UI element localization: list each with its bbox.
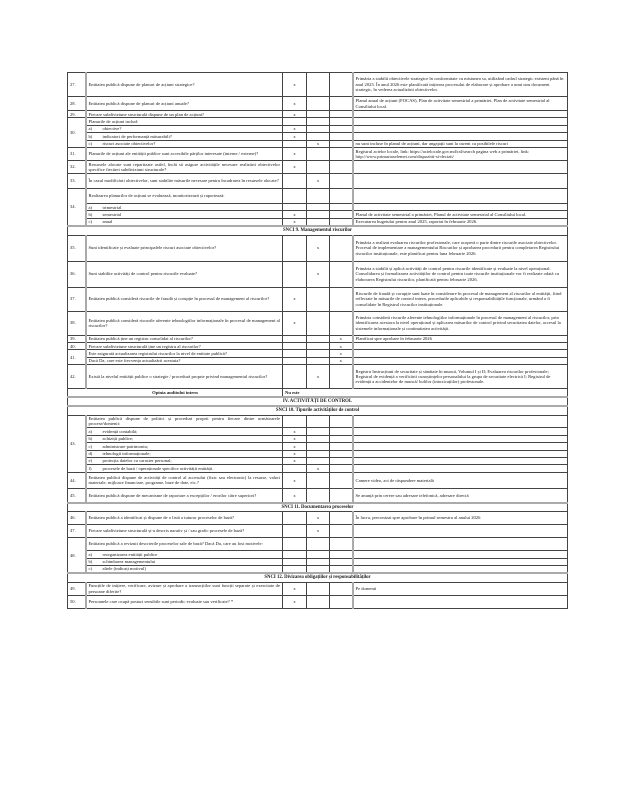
- answer-na: [330, 565, 353, 573]
- answer-yes: x: [283, 428, 307, 435]
- sub-question: c) riscuri asociate obiectivelor?: [86, 140, 283, 147]
- sub-question: a) obiective?: [86, 125, 283, 132]
- section-title: SNCI 11. Documentarea proceselor: [68, 503, 568, 512]
- answer-no: [307, 472, 330, 488]
- answer-na: [330, 148, 353, 161]
- table-row-36: [68, 261, 568, 287]
- answer-na: [330, 595, 353, 608]
- table-subrow: [68, 450, 568, 457]
- table-row-28: [68, 97, 568, 111]
- comment: Primăria a stabilit și aplică activități de control pentru riscurile identificate și evaluate la nivel operațional. Consolidarea și formalizarea activităților de control pentru toate riscurile instituționale vor fi realizate odată cu elaborarea Registrului riscurilor, planificată pentru februarie 2026.: [353, 261, 568, 287]
- comment: [353, 133, 568, 140]
- question-text: Entitatea publică a revizuit descrierile proceselor sale de bază? Dacă Da, care au fost motivele:: [86, 538, 283, 551]
- question-text: În cazul modificării obiectivelor, sunt stabilite măsurile necesare pentru încadrarea în resursele alocate?: [86, 174, 283, 189]
- sub-question: b) indicatori de performanță măsurabili?: [86, 133, 283, 140]
- answer-na: [330, 111, 353, 118]
- answer-no: [307, 218, 330, 226]
- row-number: 27.: [68, 73, 86, 97]
- question-text: Entitatea publică dispune de politici și proceduri proprii pentru fiecare dintre următoarele procese/domenii:: [86, 415, 283, 428]
- answer-yes: x: [283, 211, 307, 218]
- comment: Riscurile de fraudă și corupție sunt luate în considerare în procesul de management al riscurilor al entității, fiind reflectate în măsurile de control intern, procedurile aplicabile și responsabilitățile funcționale, urmând a fi consolidate în Registrul riscurilor instituționale.: [353, 287, 568, 311]
- sub-question: d) tehnologii informaționale;: [86, 450, 283, 457]
- answer-no: x: [307, 512, 330, 525]
- answer-no: [307, 582, 330, 595]
- row-number: 44.: [68, 472, 86, 488]
- question-text: Entitatea publică consideră riscurile de fraudă și corupție în procesul de management al riscurilor?: [86, 287, 283, 311]
- table-row-29: [68, 111, 568, 118]
- table-subrow: [68, 565, 568, 573]
- answer-na: [330, 435, 353, 442]
- internal-audit-opinion-row: [68, 389, 568, 397]
- section-header-snci-10: [68, 406, 568, 415]
- comment: Planul de activitate semestrial a primăriei, Planul de activitate semestrial al Consiliului local.: [353, 211, 568, 218]
- question-text: Entitatea publică dispune de activități de control al accesului (fizic sau electronic) la resurse, valori materiale, mijloace financiare, programe, baze de date, etc.?: [86, 472, 283, 488]
- section-header-snci-11: [68, 503, 568, 512]
- sub-question: c) altele (indicați motivul): [86, 565, 283, 573]
- answer-no: x: [307, 261, 330, 287]
- answer-yes: x: [283, 97, 307, 111]
- answer-na: [330, 488, 353, 503]
- answer-yes: x: [283, 218, 307, 226]
- answer-yes: [283, 558, 307, 565]
- table-subrow: [68, 211, 568, 218]
- table-subrow: [68, 465, 568, 472]
- row-number: 35.: [68, 235, 86, 261]
- table-row-44: [68, 472, 568, 488]
- answer-no: [307, 595, 330, 608]
- comment: În lucru, preconizat spre aprobare în primul semestru al anului 2026: [353, 512, 568, 525]
- question-text: Entitatea publică a identificat și dispune de o listă a tuturor proceselor de bază?: [86, 512, 283, 525]
- answer-yes: [283, 235, 307, 261]
- table-row-50: [68, 595, 568, 608]
- answer-no: [307, 565, 330, 573]
- answer-yes: x: [283, 457, 307, 464]
- answer-no: [307, 211, 330, 218]
- question-text: Planurile de acțiuni ale entității publice sunt accesibile părților interesate (interne / externe)?: [86, 148, 283, 161]
- comment: [353, 450, 568, 457]
- answer-na: x: [330, 350, 353, 357]
- opinion-value: Nu este: [283, 389, 568, 397]
- answer-na: [330, 365, 353, 389]
- answer-yes: x: [283, 311, 307, 335]
- question-text: Persoanele care ocupă posturi sensibile sunt periodic evaluate sau verificate? *: [86, 595, 283, 608]
- answer-yes: [283, 204, 307, 211]
- row-number: 28.: [68, 97, 86, 111]
- question-text: Funcțiile de inițiere, verificare, avizare și aprobare a tranzacțiilor sunt funcții separate și exercitate de persoane diferite?: [86, 582, 283, 595]
- section-header-iv: [68, 397, 568, 406]
- answer-yes: x: [283, 111, 307, 118]
- answer-yes: x: [283, 472, 307, 488]
- sub-question: c) administrare patrimoniu;: [86, 443, 283, 450]
- comment: [353, 204, 568, 211]
- row-number: 33.: [68, 174, 86, 189]
- table-row-33: [68, 174, 568, 189]
- row-number: 38.: [68, 311, 86, 335]
- table-row-47: [68, 525, 568, 538]
- comment: [353, 465, 568, 472]
- table-row-35: [68, 235, 568, 261]
- table-row-39: [68, 335, 568, 342]
- comment: [353, 595, 568, 608]
- table-row-34: [68, 189, 568, 204]
- row-number: 46.: [68, 512, 86, 525]
- sub-question: b) semestrial: [86, 211, 283, 218]
- row-number: 30.: [68, 118, 86, 148]
- question-text: Fiecare subdiviziune structurală ține un registru al riscurilor?: [86, 343, 283, 350]
- question-text: Entitatea publică dispune de mecanisme de raportare a excepțiilor / erorilor către superiori?: [86, 488, 283, 503]
- question-text: Este asigurată actualizarea registrului riscurilor la nivel de entitate publică?: [86, 350, 283, 357]
- answer-no: [307, 551, 330, 558]
- question-text: Entitatea publică dispune de planuri de acțiuni strategice?: [86, 73, 283, 97]
- row-number: 41.: [68, 350, 86, 365]
- answer-no: x: [307, 140, 330, 147]
- question-text: Entitatea publică dispune de planuri de acțiuni anuale?: [86, 97, 283, 111]
- table-row-31: [68, 148, 568, 161]
- sub-question: e) protecția datelor cu caracter personal;: [86, 457, 283, 464]
- answer-na: [330, 261, 353, 287]
- row-number: 31.: [68, 148, 86, 161]
- answer-na: [330, 428, 353, 435]
- comment: Registru Instrucțiuni de securitate și sănătate în muncă, Volumul I și II; Evaluarea riscurilor profesionale; Registrul de evidență a verificării cunoștințelor personalului la grupa de securitate electrică I; Registrul de evidență a accidentelor de muncă/ bolilor (intoxicațiilor) profesionale.: [353, 365, 568, 389]
- answer-yes: [283, 261, 307, 287]
- answer-yes: [283, 335, 307, 342]
- comment: Registrul actelor locale, link: https://actelocale.gov.md/ral/search pagina web a primăriei, link: http://www.primariaselemet.com/dispozitii-si-decizii/: [353, 148, 568, 161]
- row-number: 40.: [68, 343, 86, 350]
- table-row-45: [68, 488, 568, 503]
- table-row-49: [68, 582, 568, 595]
- answer-yes: x: [283, 582, 307, 595]
- answer-yes: [283, 174, 307, 189]
- answer-no: [307, 435, 330, 442]
- answer-yes: [283, 140, 307, 147]
- answer-no: [307, 488, 330, 503]
- answer-yes: [283, 512, 307, 525]
- answer-no: [307, 311, 330, 335]
- comment: Executarea bugetului pentru anul 2025, raportat în februarie 2026.: [353, 218, 568, 226]
- answer-na: [330, 457, 353, 464]
- answer-yes: x: [283, 595, 307, 608]
- answer-na: [330, 125, 353, 132]
- row-number: 45.: [68, 488, 86, 503]
- answer-yes: [283, 551, 307, 558]
- answer-yes: x: [283, 435, 307, 442]
- table-subrow: [68, 357, 568, 364]
- answer-yes: x: [283, 125, 307, 132]
- answer-na: [330, 174, 353, 189]
- answer-na: [330, 211, 353, 218]
- sub-question: b) schimbarea managementului: [86, 558, 283, 565]
- answer-yes: x: [283, 488, 307, 503]
- question-text: Sunt identificate și evaluate principalele riscuri asociate obiectivelor?: [86, 235, 283, 261]
- answer-no: [307, 428, 330, 435]
- answer-no: [307, 457, 330, 464]
- table-subrow: [68, 133, 568, 140]
- comment: [353, 435, 568, 442]
- answer-na: x: [330, 357, 353, 364]
- answer-na: [330, 525, 353, 538]
- row-number: 47.: [68, 525, 86, 538]
- answer-no: x: [307, 465, 330, 472]
- answer-yes: [283, 365, 307, 389]
- answer-yes: x: [283, 443, 307, 450]
- table-row-43: [68, 415, 568, 428]
- comment: [353, 428, 568, 435]
- table-row-40: [68, 343, 568, 350]
- question-text: Există la nivelul entității publice o strategie / procedură proprie privind managementul riscurilor?: [86, 365, 283, 389]
- table-row-30: [68, 118, 568, 125]
- answer-na: [330, 551, 353, 558]
- answer-na: [330, 140, 353, 147]
- answer-na: [330, 73, 353, 97]
- comment: [353, 161, 568, 174]
- answer-na: [330, 204, 353, 211]
- section-header-snci-12: [68, 573, 568, 582]
- sub-question: b) achiziții publice;: [86, 435, 283, 442]
- answer-na: [330, 311, 353, 335]
- answer-na: [330, 161, 353, 174]
- sub-question: c) anual: [86, 218, 283, 226]
- answer-no: [307, 287, 330, 311]
- opinion-label: Opinia auditului intern: [68, 389, 283, 397]
- sub-question: a) reorganizarea entității publice: [86, 551, 283, 558]
- answer-yes: [283, 565, 307, 573]
- answer-na: [330, 443, 353, 450]
- answer-no: [307, 350, 330, 357]
- answer-yes: [283, 465, 307, 472]
- comment: Planul anual de acțiuni (FOCAS), Plan de activitate semestrial a primăriei, Plan de activitate semestrial al Consiliului local.: [353, 97, 568, 111]
- answer-yes: x: [283, 450, 307, 457]
- table-subrow: [68, 125, 568, 132]
- sub-question: f) procesele de bază / operaționale specifice activității entității.: [86, 465, 283, 472]
- answer-na: [330, 450, 353, 457]
- row-number: 48.: [68, 538, 86, 574]
- row-number: 42.: [68, 365, 86, 389]
- answer-na: [330, 133, 353, 140]
- table-subrow: [68, 551, 568, 558]
- section-header-snci-9: [68, 226, 568, 235]
- question-text: Fiecare subdiviziune structurală dispune de un plan de acțiuni?: [86, 111, 283, 118]
- comment: Pe domenii: [353, 582, 568, 595]
- comment: [353, 350, 568, 357]
- comment: [353, 111, 568, 118]
- question-text: Entitatea publică consideră riscurile aferente tehnologiilor informaționale în procesul de management al riscurilor?: [86, 311, 283, 335]
- answer-yes: x: [283, 148, 307, 161]
- answer-no: [307, 343, 330, 350]
- table-row-38: [68, 311, 568, 335]
- comment: Primăria a stabilit obiectivele strategice în conformitate cu misiunea sa, utilizând cadrul strategic existent până în anul 2025. În anul 2026 este planificată inițierea procesului de elaborare și aprobare a unui nou document strategic, în vederea actualizării obiectivelor.: [353, 73, 568, 97]
- question-text: Sunt stabilite activități de control pentru riscurile evaluate?: [86, 261, 283, 287]
- comment: [353, 525, 568, 538]
- answer-no: [307, 443, 330, 450]
- comment: [353, 443, 568, 450]
- table-row-48: [68, 538, 568, 551]
- answer-yes: x: [283, 287, 307, 311]
- answer-no: x: [307, 365, 330, 389]
- row-number: 32.: [68, 161, 86, 174]
- answer-yes: [283, 525, 307, 538]
- table-subrow: [68, 457, 568, 464]
- answer-no: x: [307, 235, 330, 261]
- table-subrow: [68, 428, 568, 435]
- table-subrow: [68, 558, 568, 565]
- table-subrow: [68, 435, 568, 442]
- answer-na: [330, 218, 353, 226]
- answer-no: x: [307, 174, 330, 189]
- answer-na: [330, 582, 353, 595]
- question-text: Realizarea planurilor de acțiuni se evaluează, monitorizează și raportează:: [86, 189, 283, 204]
- answer-na: [330, 287, 353, 311]
- row-number: 37.: [68, 287, 86, 311]
- answer-na: [330, 97, 353, 111]
- answer-no: [307, 558, 330, 565]
- sub-question: a) evidență contabilă;: [86, 428, 283, 435]
- table-subrow: [68, 204, 568, 211]
- row-number: 43.: [68, 415, 86, 472]
- table-row-41: [68, 350, 568, 357]
- answer-yes: x: [283, 133, 307, 140]
- comment: [353, 551, 568, 558]
- question-text: Entitatea publică ține un registru consolidat al riscurilor?: [86, 335, 283, 342]
- comment: [353, 125, 568, 132]
- answer-no: [307, 125, 330, 132]
- answer-na: x: [330, 343, 353, 350]
- comment: Planificat spre aprobare în februarie 2026: [353, 335, 568, 342]
- row-number: 34.: [68, 189, 86, 227]
- answer-na: [330, 512, 353, 525]
- table-subrow: [68, 140, 568, 147]
- answer-yes: x: [283, 73, 307, 97]
- answer-no: [307, 204, 330, 211]
- row-number: 36.: [68, 261, 86, 287]
- answer-no: [307, 450, 330, 457]
- row-number: 50.: [68, 595, 86, 608]
- row-number: 49.: [68, 582, 86, 595]
- answer-no: x: [307, 525, 330, 538]
- table-row-42: [68, 365, 568, 389]
- comment: Primăria a realizat evaluarea riscurilor profesionale, care acoperă o parte dintre riscurile asociate obiectivelor. Procesul de implementare a managementului Riscurilor și aprobarea procedurii pentru completarea Registrului riscurilor instituționale, este planificat pentru luna februarie 2026.: [353, 235, 568, 261]
- question-text: Planurile de acțiuni includ:: [86, 118, 283, 125]
- comment: [353, 343, 568, 350]
- row-number: 39.: [68, 335, 86, 342]
- comment: Primăria consideră riscurile aferente tehnologiilor informaționale în procesul de management al riscurilor, prin identificarea acestora la nivel operațional și aplicarea măsurilor de control privind securitatea datelor, accesul la sistemele informaționale și continuitatea activității.: [353, 311, 568, 335]
- answer-no: [307, 161, 330, 174]
- answer-no: [307, 335, 330, 342]
- row-number: 29.: [68, 111, 86, 118]
- questionnaire-page: [67, 72, 567, 609]
- question-text: Dacă Da, care este frecvența actualizării acestuia?: [86, 357, 283, 364]
- comment: Se anunță prin cerere sau adresare telefonică, adresare directă: [353, 488, 568, 503]
- table-row-27: [68, 73, 568, 97]
- answer-na: [330, 472, 353, 488]
- table-row-32: [68, 161, 568, 174]
- answer-no: [307, 73, 330, 97]
- table-subrow: [68, 443, 568, 450]
- question-text: Fiecare subdiviziune structurală și-a descris narativ și / sau grafic procesele de bază?: [86, 525, 283, 538]
- comment: nu sunt incluse în planul de acțiuni, dar angajații sunt la curent cu posibilele riscuri: [353, 140, 568, 147]
- answer-na: [330, 235, 353, 261]
- internal-control-questionnaire-table: [67, 72, 568, 609]
- section-title: SNCI 9. Managementul riscurilor: [68, 226, 568, 235]
- comment: [353, 565, 568, 573]
- comment: Camere video, act de răspundere materială: [353, 472, 568, 488]
- answer-na: [330, 465, 353, 472]
- comment: [353, 558, 568, 565]
- sub-question: a) trimestrial: [86, 204, 283, 211]
- table-row-37: [68, 287, 568, 311]
- answer-no: [307, 148, 330, 161]
- table-row-46: [68, 512, 568, 525]
- comment: [353, 457, 568, 464]
- answer-na: [330, 558, 353, 565]
- answer-yes: x: [283, 161, 307, 174]
- comment: [353, 174, 568, 189]
- answer-na: x: [330, 335, 353, 342]
- answer-no: [307, 133, 330, 140]
- answer-no: [307, 111, 330, 118]
- section-title: IV. ACTIVITĂȚI DE CONTROL: [68, 397, 568, 406]
- section-title: SNCI 12. Divizarea obligațiilor și responsabilităților: [68, 573, 568, 582]
- section-title: SNCI 10. Tipurile activităților de control: [68, 406, 568, 415]
- question-text: Resursele alocate sunt repartizate astfel, încât să asigure activitățile necesare realizării obiectivelor specifice fiecărei subdiviziuni structurale?: [86, 161, 283, 174]
- answer-no: [307, 97, 330, 111]
- answer-yes: [283, 343, 307, 350]
- answer-yes: [283, 350, 307, 357]
- table-subrow: [68, 218, 568, 226]
